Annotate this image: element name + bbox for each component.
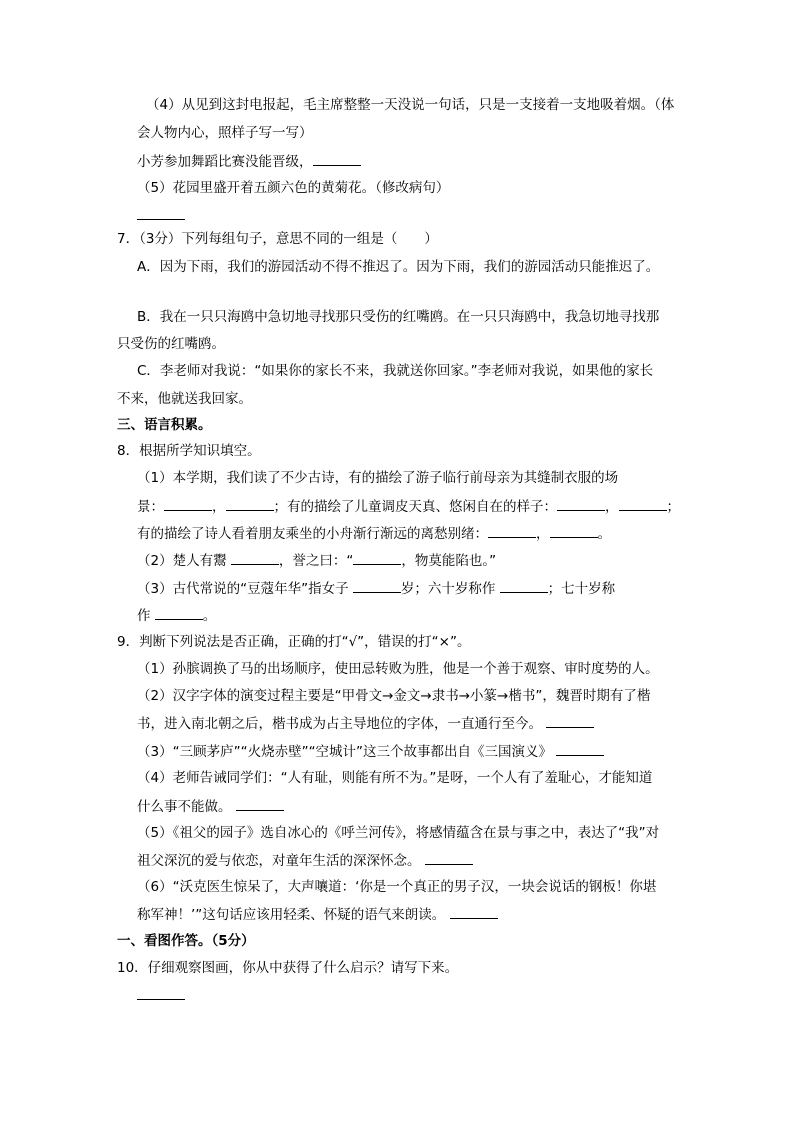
answer-blank[interactable] [546, 713, 594, 728]
q9-6-line2 [137, 904, 498, 925]
text: 。 [202, 608, 217, 624]
q9-stem: 9．判断下列说法是否正确，正确的打“√”，错误的打“×”。 [117, 634, 471, 650]
text: ， [536, 526, 550, 542]
q9-5-line2 [137, 850, 473, 871]
q10-stem: 10．仔细观察图画，你从中获得了什么启示？请写下来。 [117, 960, 459, 976]
answer-blank[interactable] [353, 578, 401, 593]
q8-1-line1: （1）本学期，我们读了不少古诗，有的描绘了游子临行前母亲为其缝制衣服的场 [137, 470, 619, 486]
text: 景： [137, 499, 164, 515]
answer-blank[interactable] [500, 578, 548, 593]
answer-blank[interactable] [236, 796, 284, 811]
text: 书，进入南北朝之后，楷书成为占主导地位的字体，一直通行至今。 [137, 716, 542, 732]
text: 岁；六十岁称作 [400, 581, 496, 597]
q7-option-c-line2: 不来，他就送我回家。 [117, 391, 252, 407]
q7-option-b-line1: B．我在一只只海鸥中急切地寻找那只受伤的红嘴鸥。在一只只海鸥中，我急切地寻找那 [137, 309, 660, 325]
answer-blank[interactable] [450, 904, 498, 919]
answer-blank[interactable] [557, 496, 605, 511]
q9-6-line1: （6）“沃克医生惊呆了，大声嚷道：‘你是一个真正的男子汉，一块会说话的钢板！你堪 [137, 879, 657, 895]
q8-1-line3 [137, 523, 611, 544]
answer-blank[interactable] [313, 151, 361, 166]
q9-2-line2 [137, 713, 594, 734]
q8-1-line2 [137, 496, 680, 517]
text: （3）“三顾茅庐”“火烧赤壁”“空城计”这三个故事都出自《三国演义》 [137, 744, 553, 760]
answer-blank[interactable] [556, 741, 604, 756]
text: ， [212, 499, 226, 515]
q6-4-line2: 会人物内心，照样子写一写） [137, 125, 313, 141]
q8-stem: 8．根据所学知识填空。 [117, 443, 261, 459]
q7-stem: 7．（3分）下列每组句子，意思不同的一组是（ ） [117, 231, 438, 247]
q9-4-line1: （4）老师告诫同学们：“人有耻，则能有所不为。”是呀，一个人有了羞耻心，才能知道 [137, 770, 653, 786]
q9-2-line1: （2）汉字字体的演变过程主要是“甲骨文→金文→隶书→小篆→楷书”，魏晋时期有了楷 [137, 688, 651, 704]
answer-blank[interactable] [231, 550, 279, 565]
text: 什么事不能做。 [137, 799, 232, 815]
q10-answer-line [137, 985, 185, 1006]
text: （3）古代常说的“豆蔻年华”指女子 [137, 581, 349, 597]
answer-blank[interactable] [619, 496, 667, 511]
text: ；七十岁称 [547, 581, 616, 597]
q6-5-answer-line [137, 205, 185, 226]
q7-option-a: A．因为下雨，我们的游园活动不得不推迟了。因为下雨，我们的游园活动只能推迟了。 [137, 259, 660, 275]
text: 有的描绘了诗人看着朋友乘坐的小舟渐行渐远的离愁别绪： [137, 526, 488, 542]
answer-blank[interactable] [137, 985, 185, 1000]
q8-3-line2 [137, 605, 216, 626]
text: （2）楚人有鬻 [137, 553, 227, 569]
q7-option-c-line1: C．李老师对我说：“如果你的家长不来，我就送你回家。”李老师对我说，如果他的家长 [137, 363, 654, 379]
section-heading-3: 三、语言积累。 [117, 417, 212, 433]
text: ，誉之曰：“ [278, 553, 354, 569]
answer-blank[interactable] [353, 550, 401, 565]
text: 。 [597, 526, 611, 542]
q6-4-line1: （4）从见到这封电报起，毛主席整整一天没说一句话，只是一支接着一支地吸着烟。（体 [146, 97, 675, 113]
q6-4-answer-line [137, 151, 361, 172]
text: 称军神！’”这句话应该用轻柔、怀疑的语气来朗读。 [137, 907, 446, 923]
section-heading-1: 一、看图作答。（5分） [117, 933, 255, 949]
answer-blank[interactable] [137, 205, 185, 220]
answer-blank[interactable] [425, 850, 473, 865]
answer-blank[interactable] [550, 523, 598, 538]
q9-4-line2 [137, 796, 284, 817]
q9-3-line [137, 741, 604, 762]
q8-3-line1 [137, 578, 615, 599]
text: ，物莫能陷也。” [401, 553, 497, 569]
q9-5-line1: （5）《祖父的园子》选自冰心的《呼兰河传》，将感情蕴含在景与事之中，表达了“我”对 [137, 825, 660, 841]
q6-4-example-text: 小芳参加舞蹈比赛没能晋级， [137, 154, 313, 170]
q6-5-line: （5）花园里盛开着五颜六色的黄菊花。（修改病句） [137, 180, 450, 196]
text: ； [666, 499, 680, 515]
answer-blank[interactable] [488, 523, 536, 538]
q7-option-b-line2: 只受伤的红嘴鸥。 [117, 336, 225, 352]
answer-blank[interactable] [164, 496, 212, 511]
answer-blank[interactable] [226, 496, 274, 511]
text: ， [605, 499, 619, 515]
q8-2-line [137, 550, 496, 571]
text: 祖父深沉的爱与依恋，对童年生活的深深怀念。 [137, 853, 421, 869]
q9-1-line: （1）孙膑调换了马的出场顺序，使田忌转败为胜，他是一个善于观察、审时度势的人。 [137, 661, 659, 677]
answer-blank[interactable] [155, 605, 203, 620]
text: ；有的描绘了儿童调皮天真、悠闲自在的样子： [273, 499, 557, 515]
text: 作 [137, 608, 151, 624]
